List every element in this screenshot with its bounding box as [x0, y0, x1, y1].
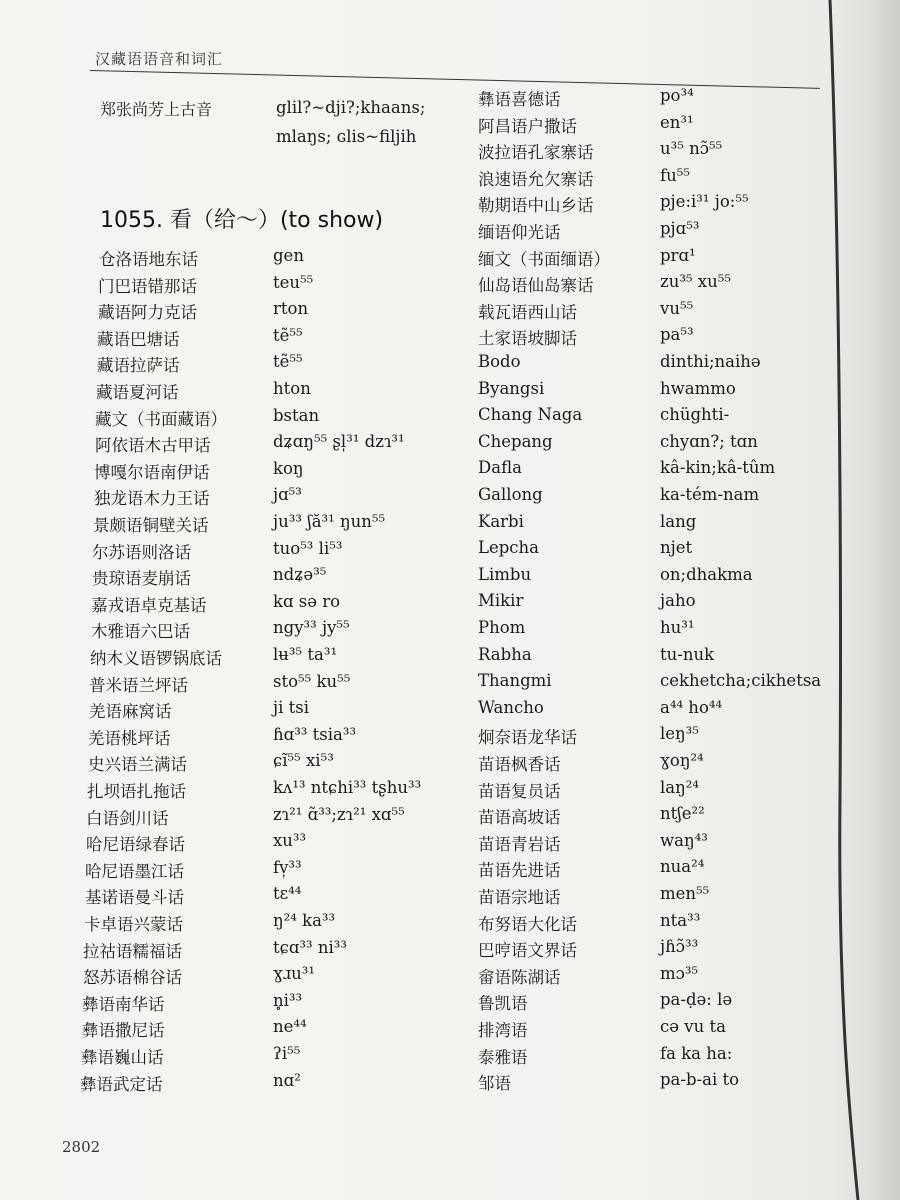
entry-row	[80, 273, 460, 299]
word-form: n̥i³³	[273, 990, 303, 1010]
entry-row	[478, 964, 818, 990]
language-name: 畲语陈湖话	[478, 967, 561, 987]
language-name: 排湾语	[478, 1021, 528, 1040]
word-form: jɦɔ̃³³	[660, 937, 699, 957]
entry-row	[478, 246, 818, 272]
entry-row	[80, 299, 460, 325]
entry-row	[80, 645, 460, 671]
language-name: Gallong	[478, 485, 543, 504]
language-name: 藏语巴塘话	[97, 329, 180, 349]
language-name: 彝语巍山话	[81, 1048, 164, 1067]
word-form: bstan	[273, 405, 320, 425]
entry-row	[478, 1017, 818, 1043]
word-form: ɕĩ⁵⁵ xi⁵³	[273, 751, 334, 771]
word-form: njet	[660, 538, 693, 558]
language-name: 藏语阿力克话	[98, 303, 197, 323]
language-name: 哈尼语墨江话	[85, 861, 184, 881]
language-name: 苗语枫香话	[478, 755, 561, 774]
language-name: 史兴语兰满话	[88, 755, 187, 775]
word-form: fa ka ha:	[660, 1043, 733, 1063]
word-form: jɑ⁵³	[273, 485, 302, 505]
entry-row	[80, 459, 460, 485]
entry-row	[80, 432, 460, 458]
word-form: gen	[273, 246, 304, 265]
entry-row	[478, 618, 818, 644]
word-form: kâ-kin;kâ-tûm	[660, 458, 776, 478]
entry-row	[478, 432, 818, 458]
entry-row	[80, 805, 460, 831]
language-name: Byangsi	[478, 378, 545, 398]
word-form: tẽ⁵⁵	[273, 352, 303, 372]
word-form: on;dhakma	[660, 564, 753, 584]
intro-value	[276, 93, 476, 151]
word-form: zu³⁵ xu⁵⁵	[660, 272, 731, 292]
entry-row	[80, 964, 460, 990]
entry-row	[478, 1044, 818, 1070]
word-form: lang	[660, 511, 697, 531]
page-number: 2802	[62, 1138, 101, 1156]
language-name: Chepang	[478, 431, 553, 451]
intro-value-line1: glil?~dji?;khaans;	[276, 98, 426, 117]
word-form: nɑ²	[273, 1070, 301, 1090]
entry-row	[80, 1017, 460, 1043]
language-name: 彝语撒尼话	[82, 1021, 165, 1041]
word-form: ne⁴⁴	[273, 1017, 307, 1037]
language-name: 白语剑川话	[86, 808, 169, 828]
entry-row	[80, 751, 460, 777]
language-name: 巴哼语文界话	[478, 941, 577, 961]
word-form: rton	[273, 299, 309, 319]
language-name: 苗语青岩话	[478, 834, 561, 854]
language-name: 缅语仰光话	[478, 223, 561, 242]
entry-row	[80, 778, 460, 804]
word-form: pjɑ⁵³	[660, 219, 700, 238]
language-name: 彝语武定话	[80, 1074, 163, 1094]
language-name: 彝语南华话	[82, 994, 165, 1014]
word-form: tu-nuk	[660, 644, 715, 664]
language-name: Phom	[478, 618, 526, 637]
entry-row	[80, 618, 460, 644]
word-form: cekhetcha;cikhetsa	[660, 671, 822, 691]
word-form: dinthi;naihə	[660, 352, 761, 371]
language-name: Bodo	[478, 352, 521, 371]
word-form: u³⁵ nɔ̃⁵⁵	[660, 139, 723, 159]
word-form: koŋ	[273, 458, 304, 478]
language-name: 彝语喜德话	[478, 90, 561, 109]
language-name: 基诺语曼斗话	[85, 888, 184, 908]
word-form: teu⁵⁵	[273, 272, 314, 292]
entry-row	[80, 698, 460, 724]
word-form: hwammo	[660, 378, 736, 398]
language-name: 缅文（书面缅语）	[478, 249, 610, 269]
language-name: Lepcha	[478, 538, 539, 558]
word-form: a⁴⁴ ho⁴⁴	[660, 697, 723, 717]
word-form: ɦɑ³³ tsia³³	[273, 724, 357, 744]
word-form: nua²⁴	[660, 857, 705, 877]
entry-row	[478, 512, 818, 538]
entry-row	[80, 938, 460, 964]
language-name: 鲁凯语	[478, 994, 528, 1014]
word-form: nta³³	[660, 910, 701, 930]
word-form: ju³³ ʃă³¹ ŋun⁵⁵	[273, 512, 386, 531]
entry-row	[80, 884, 460, 910]
word-form: leŋ³⁵	[660, 724, 699, 744]
entry-row	[478, 884, 818, 910]
word-form: pje:i³¹ jo:⁵⁵	[660, 192, 749, 212]
entry-row	[478, 272, 818, 298]
entry-row	[478, 751, 818, 777]
entry-row	[80, 858, 460, 884]
entry-row	[478, 139, 818, 165]
entry-row	[478, 379, 818, 405]
word-form: ŋ²⁴ ka³³	[273, 911, 336, 930]
entry-row	[80, 991, 460, 1017]
entry-row	[478, 352, 818, 378]
language-name: 苗语高坡话	[478, 808, 561, 828]
entry-row	[80, 406, 460, 432]
language-name: 怒苏语棉谷话	[83, 968, 182, 988]
word-form: xu³³	[273, 831, 307, 851]
entry-title: 1055. 看（给～）(to show)	[100, 208, 384, 233]
language-name: 羌语麻窝话	[89, 702, 172, 722]
word-form: po³⁴	[660, 86, 694, 105]
entry-row	[478, 990, 818, 1016]
word-form: cə vu ta	[660, 1017, 726, 1036]
word-form: en³¹	[660, 112, 694, 132]
language-name: Rabha	[478, 644, 532, 664]
word-form: tɛ⁴⁴	[273, 884, 302, 904]
language-name: 炯奈语龙华话	[478, 728, 577, 748]
word-form: lʉ³⁵ ta³¹	[273, 645, 338, 664]
entry-row	[80, 485, 460, 511]
entry-row	[478, 724, 818, 750]
language-name: 邹语	[478, 1074, 511, 1094]
language-name: Thangmi	[478, 671, 552, 691]
language-name: 藏语夏河话	[96, 383, 179, 402]
word-form: ndʑə³⁵	[273, 565, 327, 585]
entry-row	[80, 512, 460, 538]
word-form: ɣoŋ²⁴	[660, 751, 704, 770]
language-name: Wancho	[478, 697, 544, 717]
word-form: pa-ḍə: lə	[660, 990, 733, 1010]
entry-row	[478, 911, 818, 937]
word-form: hton	[273, 379, 311, 398]
word-form: dʑɑŋ⁵⁵ ʂl̩³¹ dzɿ³¹	[273, 432, 405, 452]
language-name: 勒期语中山乡话	[478, 196, 594, 216]
word-form: tɕɑ³³ ni³³	[273, 937, 348, 957]
language-name: 卡卓语兴蒙话	[84, 915, 183, 934]
language-name: Karbi	[478, 511, 524, 531]
language-name: 浪速语允欠寨话	[478, 169, 594, 189]
language-name: 布努语大化话	[478, 914, 577, 934]
entry-row	[80, 1044, 460, 1070]
language-name: 贵琼语麦崩话	[92, 569, 191, 589]
word-form: kɑ sə ro	[273, 591, 341, 611]
language-name: 尔苏语则洛话	[92, 542, 191, 562]
language-name: 仓洛语地东话	[99, 250, 198, 269]
entry-row	[478, 405, 818, 431]
language-name: 扎坝语扎拖话	[87, 782, 186, 801]
entry-row	[478, 299, 818, 325]
running-title: 汉藏语语音和词汇	[95, 50, 224, 68]
entry-row	[80, 539, 460, 565]
language-name: 仙岛语仙岛寨话	[478, 276, 594, 296]
entry-row	[80, 565, 460, 591]
word-form: hu³¹	[660, 618, 695, 637]
entry-row	[478, 804, 818, 830]
entry-row	[478, 325, 818, 351]
word-form: tuo⁵³ li⁵³	[273, 538, 343, 558]
language-name: Dafla	[478, 458, 522, 478]
word-form: men⁵⁵	[660, 884, 710, 903]
language-name: 景颇语铜壁关话	[93, 516, 209, 535]
language-name: 苗语宗地话	[478, 888, 561, 907]
language-name: 藏语拉萨话	[97, 356, 180, 376]
word-form: pa-b-ai to	[660, 1070, 740, 1090]
word-form: tẽ⁵⁵	[273, 325, 303, 345]
word-form: chüghti-	[660, 405, 730, 425]
word-form: ngy³³ jy⁵⁵	[273, 618, 350, 638]
entry-row	[478, 778, 818, 804]
entry-row	[478, 113, 818, 139]
language-name: 泰雅语	[478, 1047, 528, 1067]
language-name: 波拉语孔家寨话	[478, 143, 594, 163]
language-name: Chang Naga	[478, 405, 583, 425]
entry-row	[478, 831, 818, 857]
word-form: ji tsi	[273, 698, 310, 718]
entry-row	[80, 1071, 460, 1097]
language-name: 普米语兰坪话	[89, 675, 188, 695]
entry-row	[478, 565, 818, 591]
language-name: 苗语复员话	[478, 781, 561, 801]
word-form: laŋ²⁴	[660, 777, 699, 797]
language-name: 独龙语木力王话	[94, 489, 210, 509]
intro-value-line2: mlaŋs; ɢlis~filjih	[276, 127, 417, 146]
language-name: 阿依语木古甲话	[95, 436, 211, 456]
entry-row	[80, 379, 460, 405]
language-name: 阿昌语户撒话	[478, 116, 577, 136]
entry-row	[80, 831, 460, 857]
entry-row	[478, 458, 818, 484]
entry-row	[80, 911, 460, 937]
word-form: waŋ⁴³	[660, 830, 708, 850]
word-form: ʔi⁵⁵	[273, 1044, 301, 1063]
entry-row	[80, 725, 460, 751]
language-name: 苗语先进话	[478, 861, 561, 881]
word-form: zɿ²¹ ɑ̃³³;zɿ²¹ xɑ⁵⁵	[273, 804, 405, 824]
entry-row	[478, 857, 818, 883]
entry-row	[478, 1070, 818, 1096]
entry-row	[80, 672, 460, 698]
entry-row	[478, 86, 818, 112]
word-form: ɣɹu³¹	[273, 964, 316, 984]
language-name: 木雅语六巴话	[91, 622, 190, 642]
entry-row	[80, 246, 460, 272]
language-name: Limbu	[478, 564, 532, 584]
entry-row	[478, 485, 818, 511]
entry-row	[478, 591, 818, 617]
word-form: pa⁵³	[660, 325, 694, 345]
word-form: ka-tém-nam	[660, 485, 760, 504]
language-name: 羌语桃坪话	[88, 728, 171, 748]
intro-name: 郑张尚芳上古音	[100, 100, 213, 119]
entry-row	[80, 352, 460, 378]
word-form: fu⁵⁵	[660, 165, 690, 185]
word-form: sto⁵⁵ ku⁵⁵	[273, 671, 351, 691]
entry-row	[478, 937, 818, 963]
language-name: 纳木义语锣锅底话	[90, 649, 222, 668]
word-form: fv̩³³	[273, 857, 302, 877]
language-name: Mikir	[478, 591, 524, 611]
word-form: chyɑn?; tɑn	[660, 431, 758, 451]
language-name: 土家语坡脚话	[478, 329, 577, 349]
entry-row	[478, 538, 818, 564]
entry-row	[478, 166, 818, 192]
language-name: 门巴语错那话	[98, 276, 197, 296]
language-name: 藏文（书面藏语）	[95, 409, 227, 429]
entry-row	[478, 645, 818, 671]
word-form: mɔ³⁵	[660, 963, 699, 983]
entry-row	[80, 326, 460, 352]
word-form: kʌ¹³ ntɕhi³³ tʂhu³³	[273, 778, 422, 797]
entry-row	[478, 698, 818, 724]
word-form: prɑ¹	[660, 245, 696, 265]
language-name: 博嘎尔语南伊话	[94, 462, 210, 482]
word-form: ntʃe²²	[660, 804, 705, 824]
language-name: 哈尼语绿春话	[86, 835, 185, 855]
language-name: 拉祜语糯福话	[83, 941, 182, 961]
language-name: 嘉戎语卓克基话	[91, 595, 207, 615]
word-form: vu⁵⁵	[660, 298, 694, 318]
word-form: jaho	[660, 591, 696, 611]
entry-row	[478, 671, 822, 697]
entry-row	[478, 192, 818, 218]
language-name: 载瓦语西山话	[478, 302, 577, 322]
entry-row	[80, 592, 460, 618]
entry-row	[478, 219, 818, 245]
